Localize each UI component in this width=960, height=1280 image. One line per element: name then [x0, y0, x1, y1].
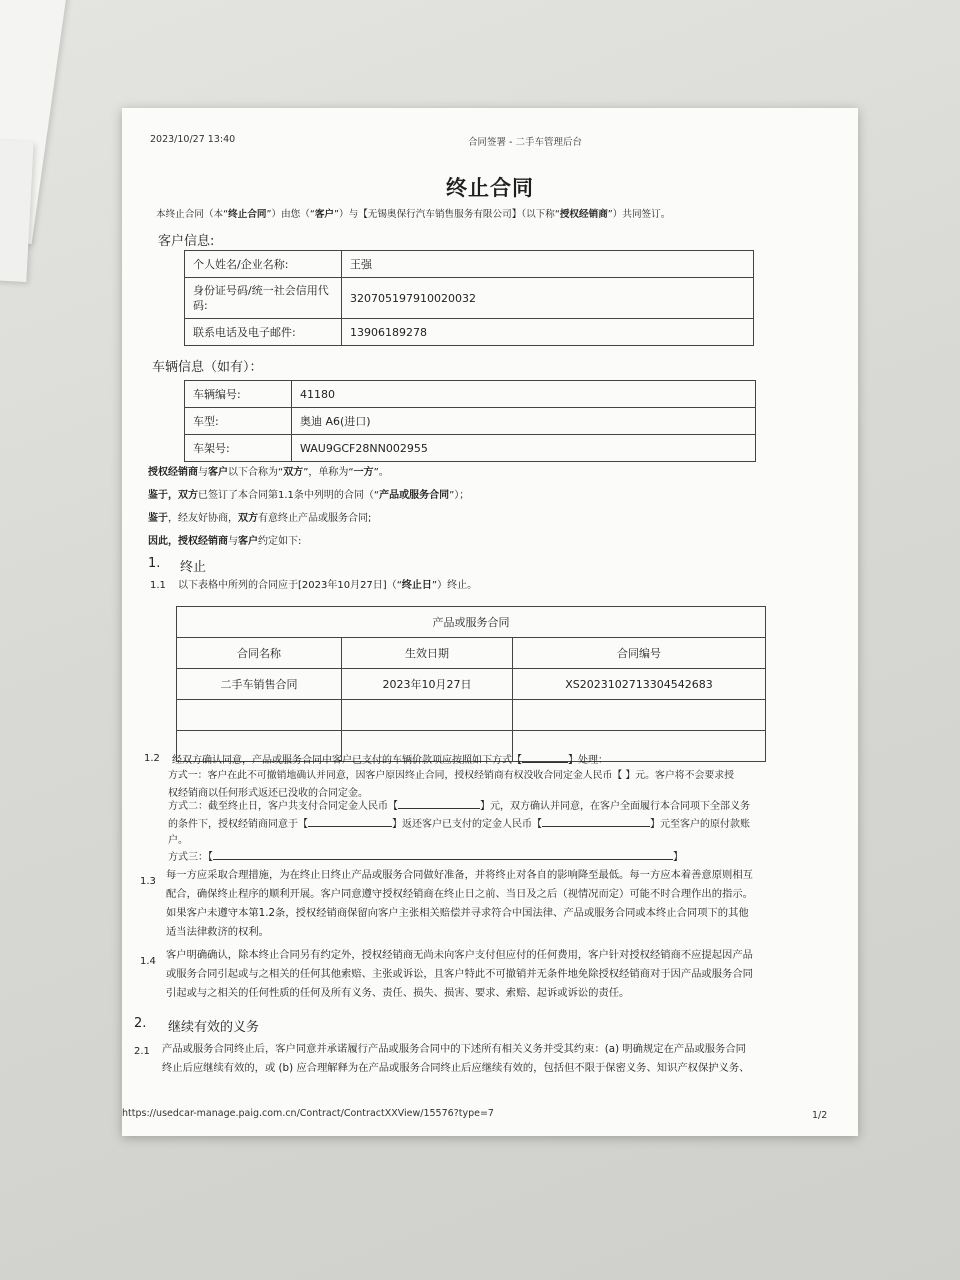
- clause-1-2-method-2-line-3: 户。: [168, 835, 188, 846]
- vehicle-model-value: 奥迪 A6(进口): [292, 408, 756, 435]
- vehicle-info-table: [184, 380, 756, 462]
- table-row: [185, 381, 756, 408]
- clause-1-1-text: 以下表格中所列的合同应于[2023年10月27日]（“终止日”）终止。: [178, 580, 478, 591]
- vehicle-id-value: 41180: [292, 381, 756, 408]
- customer-id-label: 身份证号码/统一社会信用代码:: [185, 278, 342, 319]
- section-1-title: 终止: [180, 560, 207, 575]
- clause-2-1-number: 2.1: [134, 1046, 150, 1057]
- cell-contract-name: 二手车销售合同: [177, 669, 342, 700]
- vehicle-vin-value: WAU9GCF28NN002955: [292, 435, 756, 462]
- customer-name-label: 个人姓名/企业名称:: [185, 251, 342, 278]
- table-row: [177, 700, 766, 731]
- vehicle-id-label: 车辆编号:: [185, 381, 292, 408]
- clause-1-2-method-1-line-1: 方式一：客户在此不可撤销地确认并同意，因客户原因终止合同，授权经销商有权没收合同定金人民币【 】元。客户将不会要求授: [168, 770, 735, 781]
- vehicle-info-heading: 车辆信息（如有）：: [152, 360, 263, 375]
- clause-1-2-number: 1.2: [144, 753, 160, 764]
- header-site-title: 合同签署 - 二手车管理后台: [468, 137, 582, 148]
- clause-line: 如果客户未遵守本第1.2条，授权经销商保留向客户主张相关赔偿并寻求符合中国法律、产品或服务合同或本终止合同项下的其他: [166, 907, 749, 919]
- vehicle-model-label: 车型:: [185, 408, 292, 435]
- clause-line: 适当法律救济的权利。: [166, 926, 269, 938]
- background-paper: [0, 138, 34, 282]
- clause-line: 客户明确确认，除本终止合同另有约定外，授权经销商无尚未向客户支付但应付的任何费用，客户针对授权经销商不应提起因产品: [166, 949, 753, 961]
- footer-page-number: 1/2: [812, 1110, 828, 1121]
- customer-contact-label: 联系电话及电子邮件:: [185, 319, 342, 346]
- footer-url: https://usedcar-manage.paig.com.cn/Contract/ContractXXView/15576?type=7: [122, 1108, 494, 1119]
- clause-line: 引起或与之相关的任何性质的任何及所有义务、责任、损失、损害、要求、索赔、起诉或诉讼的责任。: [166, 987, 630, 999]
- clause-1-1-number: 1.1: [150, 580, 166, 591]
- column-header-contract-number: 合同编号: [513, 638, 766, 669]
- section-2-number: 2.: [134, 1016, 147, 1031]
- clause-1-3-text: [166, 866, 753, 942]
- clause-1-3-number: 1.3: [140, 876, 156, 887]
- document-title: 终止合同: [446, 176, 534, 200]
- document-page: [122, 108, 858, 1136]
- clause-line: 每一方应采取合理措施，为在终止日终止产品或服务合同做好准备，并将终止对各自的影响降至最低。每一方应本着善意原则相互: [166, 869, 753, 881]
- clause-1-2-method-3: 方式三：【 】: [168, 849, 683, 865]
- table-row: [177, 607, 766, 638]
- recital-whereas-1: 鉴于，双方已签订了本合同第1.1条中列明的合同（“产品或服务合同”）；: [148, 490, 470, 501]
- clause-1-4-text: [166, 946, 753, 1003]
- recital-therefore: 因此，授权经销商与客户约定如下:: [148, 536, 302, 547]
- clause-1-2-method-1-line-2: 权经销商以任何形式返还已没收的合同定金。: [168, 788, 368, 799]
- header-datetime: 2023/10/27 13:40: [150, 134, 236, 145]
- section-1-number: 1.: [148, 556, 161, 571]
- customer-info-table: [184, 250, 754, 346]
- clause-1-4-number: 1.4: [140, 956, 156, 967]
- clause-2-1-text: [162, 1040, 749, 1078]
- column-header-contract-name: 合同名称: [177, 638, 342, 669]
- column-header-effective-date: 生效日期: [342, 638, 513, 669]
- contract-table-caption: 产品或服务合同: [177, 607, 766, 638]
- table-row: [185, 319, 754, 346]
- customer-info-heading: 客户信息:: [158, 234, 215, 249]
- clause-line: 产品或服务合同终止后，客户同意并承诺履行产品或服务合同中的下述所有相关义务并受其约束：(a) 明确规定在产品或服务合同: [162, 1043, 746, 1055]
- clause-1-2-lead: 经双方确认同意，产品或服务合同中客户已支付的车辆价款项应按照如下方式【 】处理：: [172, 752, 608, 768]
- clause-line: 终止后应继续有效的，或 (b) 应合理解释为在产品或服务合同终止后应继续有效的，包括但不限于保密义务、知识产权保护义务、: [162, 1062, 750, 1074]
- customer-name-value: 王强: [342, 251, 754, 278]
- table-row: [185, 408, 756, 435]
- recital-whereas-2: 鉴于，经友好协商，双方有意终止产品或服务合同;: [148, 513, 372, 524]
- table-row: [177, 669, 766, 700]
- clause-1-2-method-2-line-1: 方式二：截至终止日，客户共支付合同定金人民币【 】元，双方确认并同意，在客户全面履行本合同项下全部义务: [168, 798, 750, 814]
- contract-table: [176, 606, 766, 762]
- section-2-title: 继续有效的义务: [168, 1020, 260, 1035]
- cell-contract-number: XS2023102713304542683: [513, 669, 766, 700]
- intro-paragraph: 本终止合同（本“终止合同”）由您（“客户”）与【无锡奥保行汽车销售服务有限公司】（以下称“授权经销商”）共同签订。: [156, 209, 671, 220]
- clause-line: 配合，确保终止程序的顺利开展。客户同意遵守授权经销商在终止日之前、当日及之后（视情况而定）可能不时合理作出的指示。: [166, 888, 753, 900]
- recital-parties: 授权经销商与客户以下合称为“双方”，单称为“一方”。: [148, 467, 389, 478]
- customer-id-value: 320705197910020032: [342, 278, 754, 319]
- clause-1-2-method-2-line-2: 的条件下，授权经销商同意于【 】返还客户已支付的定金人民币【 】元至客户的原付款账: [168, 816, 750, 832]
- table-row: [185, 251, 754, 278]
- vehicle-vin-label: 车架号:: [185, 435, 292, 462]
- clause-line: 或服务合同引起或与之相关的任何其他索赔、主张或诉讼，且客户特此不可撤销并无条件地免除授权经销商对于因产品或服务合同: [166, 968, 753, 980]
- customer-contact-value: 13906189278: [342, 319, 754, 346]
- table-row: [177, 638, 766, 669]
- table-row: [185, 435, 756, 462]
- table-row: [185, 278, 754, 319]
- cell-effective-date: 2023年10月27日: [342, 669, 513, 700]
